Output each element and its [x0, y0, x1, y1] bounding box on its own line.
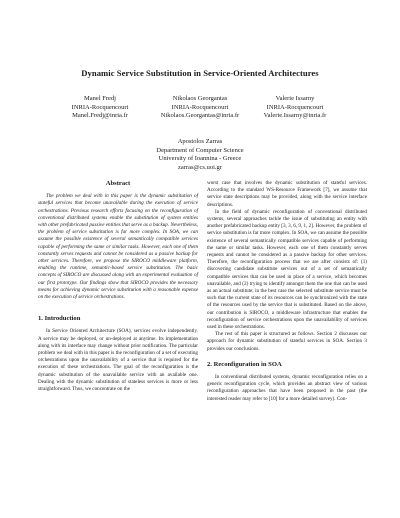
author-affiliation: INRIA-Rocquencourt	[266, 103, 324, 111]
left-column	[38, 180, 198, 393]
author-affiliation: INRIA-Rocquencourt	[171, 103, 229, 111]
abstract-text: The problem we deal with in this paper is the dynamic substitution of stateful services that become unavailable during the execution of service orchestrations. Previous research efforts focusing on the reconfiguration of conventional distributed systems enable the substitution of system entities with other prefabricated passive entities that serve as a backup. Nevertheless, the problem of service substitution is far more complex. In SOA, we can assume the possible existence of several semantically compatible services capable of performing the same or similar tasks. However, each one of them constantly serves requests and cannot be considered as a passive backup for other services. Therefore, we propose the SIROCO middleware platform, enabling the runtime, semantic-based service substitution. The basic concepts of SIROCO are discussed along with an experimental evaluation of our first prototype. Our findings show that SIROCO provides the necessary means for achieving dynamic service substitution with a reasonable expense on the execution of service orchestrations.	[38, 193, 198, 301]
author-affiliation: INRIA-Rocquencourt	[71, 103, 129, 111]
section-2-heading: 2. Reconfiguration in SOA	[207, 360, 282, 368]
abstract-heading: Abstract	[105, 180, 131, 187]
section-1-heading: 1. Introduction	[38, 315, 81, 323]
right-paragraph-3: The rest of this paper is structured as follows. Section 2 discusses our approach for dynamic substitution of stateful services in SOA. Section 3 provides our conclusions.	[207, 331, 367, 352]
author-email: Nikolaos.Georgantas@inria.fr	[160, 112, 240, 119]
author-name: Nikolaos Georgantas	[172, 95, 228, 102]
author-name: Manel Fredj	[84, 95, 116, 102]
author-email: Manel.Fredj@inria.fr	[72, 112, 128, 119]
author-dept: Department of Computer Science	[156, 146, 244, 154]
author-block	[0, 95, 400, 131]
right-paragraph-1: worst case that involves the dynamic substitution of stateful services. According to the standard WS-Resource Framework [7], we assume that service state descriptions may be provided, along with the service interface descriptions.	[207, 180, 367, 208]
section-1-paragraph: In Service Oriented Architecture (SOA), services evolve independently. A service may be deployed, or un-deployed at anytime. Its implementation along with its interface may change without prior notification. The particular problem we deal with in this paper is the reconfiguration of a set of executing orchestrations upon the unavailability of a service that is required for the execution of these orchestrations. The goal of the reconfiguration is the dynamic substitution of the unavailable service with an available one. Dealing with the dynamic substitution of stateless services is more or less straightforward. Thus, we concentrate on the	[38, 328, 198, 393]
author-email: Valerie.Issarny@inria.fr	[263, 112, 327, 119]
author-email: zarras@cs.uoi.gr	[178, 163, 222, 171]
right-paragraph-2: In the field of dynamic reconfiguration of conventional distributed systems, several approaches tackle the issue of substituting an entity with another prefabricated backup entity [3, 3, 6, 9, 1, 2]. However, the problem of service substitution is far more complex. In SOA, we can assume the possible existence of several semantically compatible services capable of performing the same or similar tasks. However, each one of them constantly serves requests and cannot be considered as a passive backup for other services. Therefore, the reconfiguration process that we are after consists of: (1) discovering candidate substitute services out of a set of semantically compatible services that can be used in place of a service, which becomes unavailable, and (2) trying to identify amongst them the one that can be used as an actual substitute; in the best case the selected substitute service must be such that the current state of its resources can be synchronized with the state of the resources used by the service that is substituted. Based on the above, our contribution is SIROCO, a middleware infrastructure that enables the reconfiguration of service orchestrations upon the unavailability of services used in these orchestrations.	[207, 208, 367, 331]
section-2-paragraph: In conventional distributed systems, dynamic reconfiguration relies on a generic reconfiguration cycle, which provides an abstract view of various reconfiguration approaches that have been proposed in the past (the interested reader may refer to [10] for a more detailed survey). Con-	[207, 374, 367, 402]
author-4	[140, 138, 260, 172]
author-3	[235, 95, 355, 121]
author-name: Apostolos Zarras	[177, 138, 223, 145]
right-column	[207, 180, 367, 403]
author-univ: University of Ioannina - Greece	[158, 155, 242, 162]
paper-title: Dynamic Service Substitution in Service-Oriented Architectures	[81, 68, 319, 78]
author-name: Valerie Issarny	[275, 95, 315, 102]
